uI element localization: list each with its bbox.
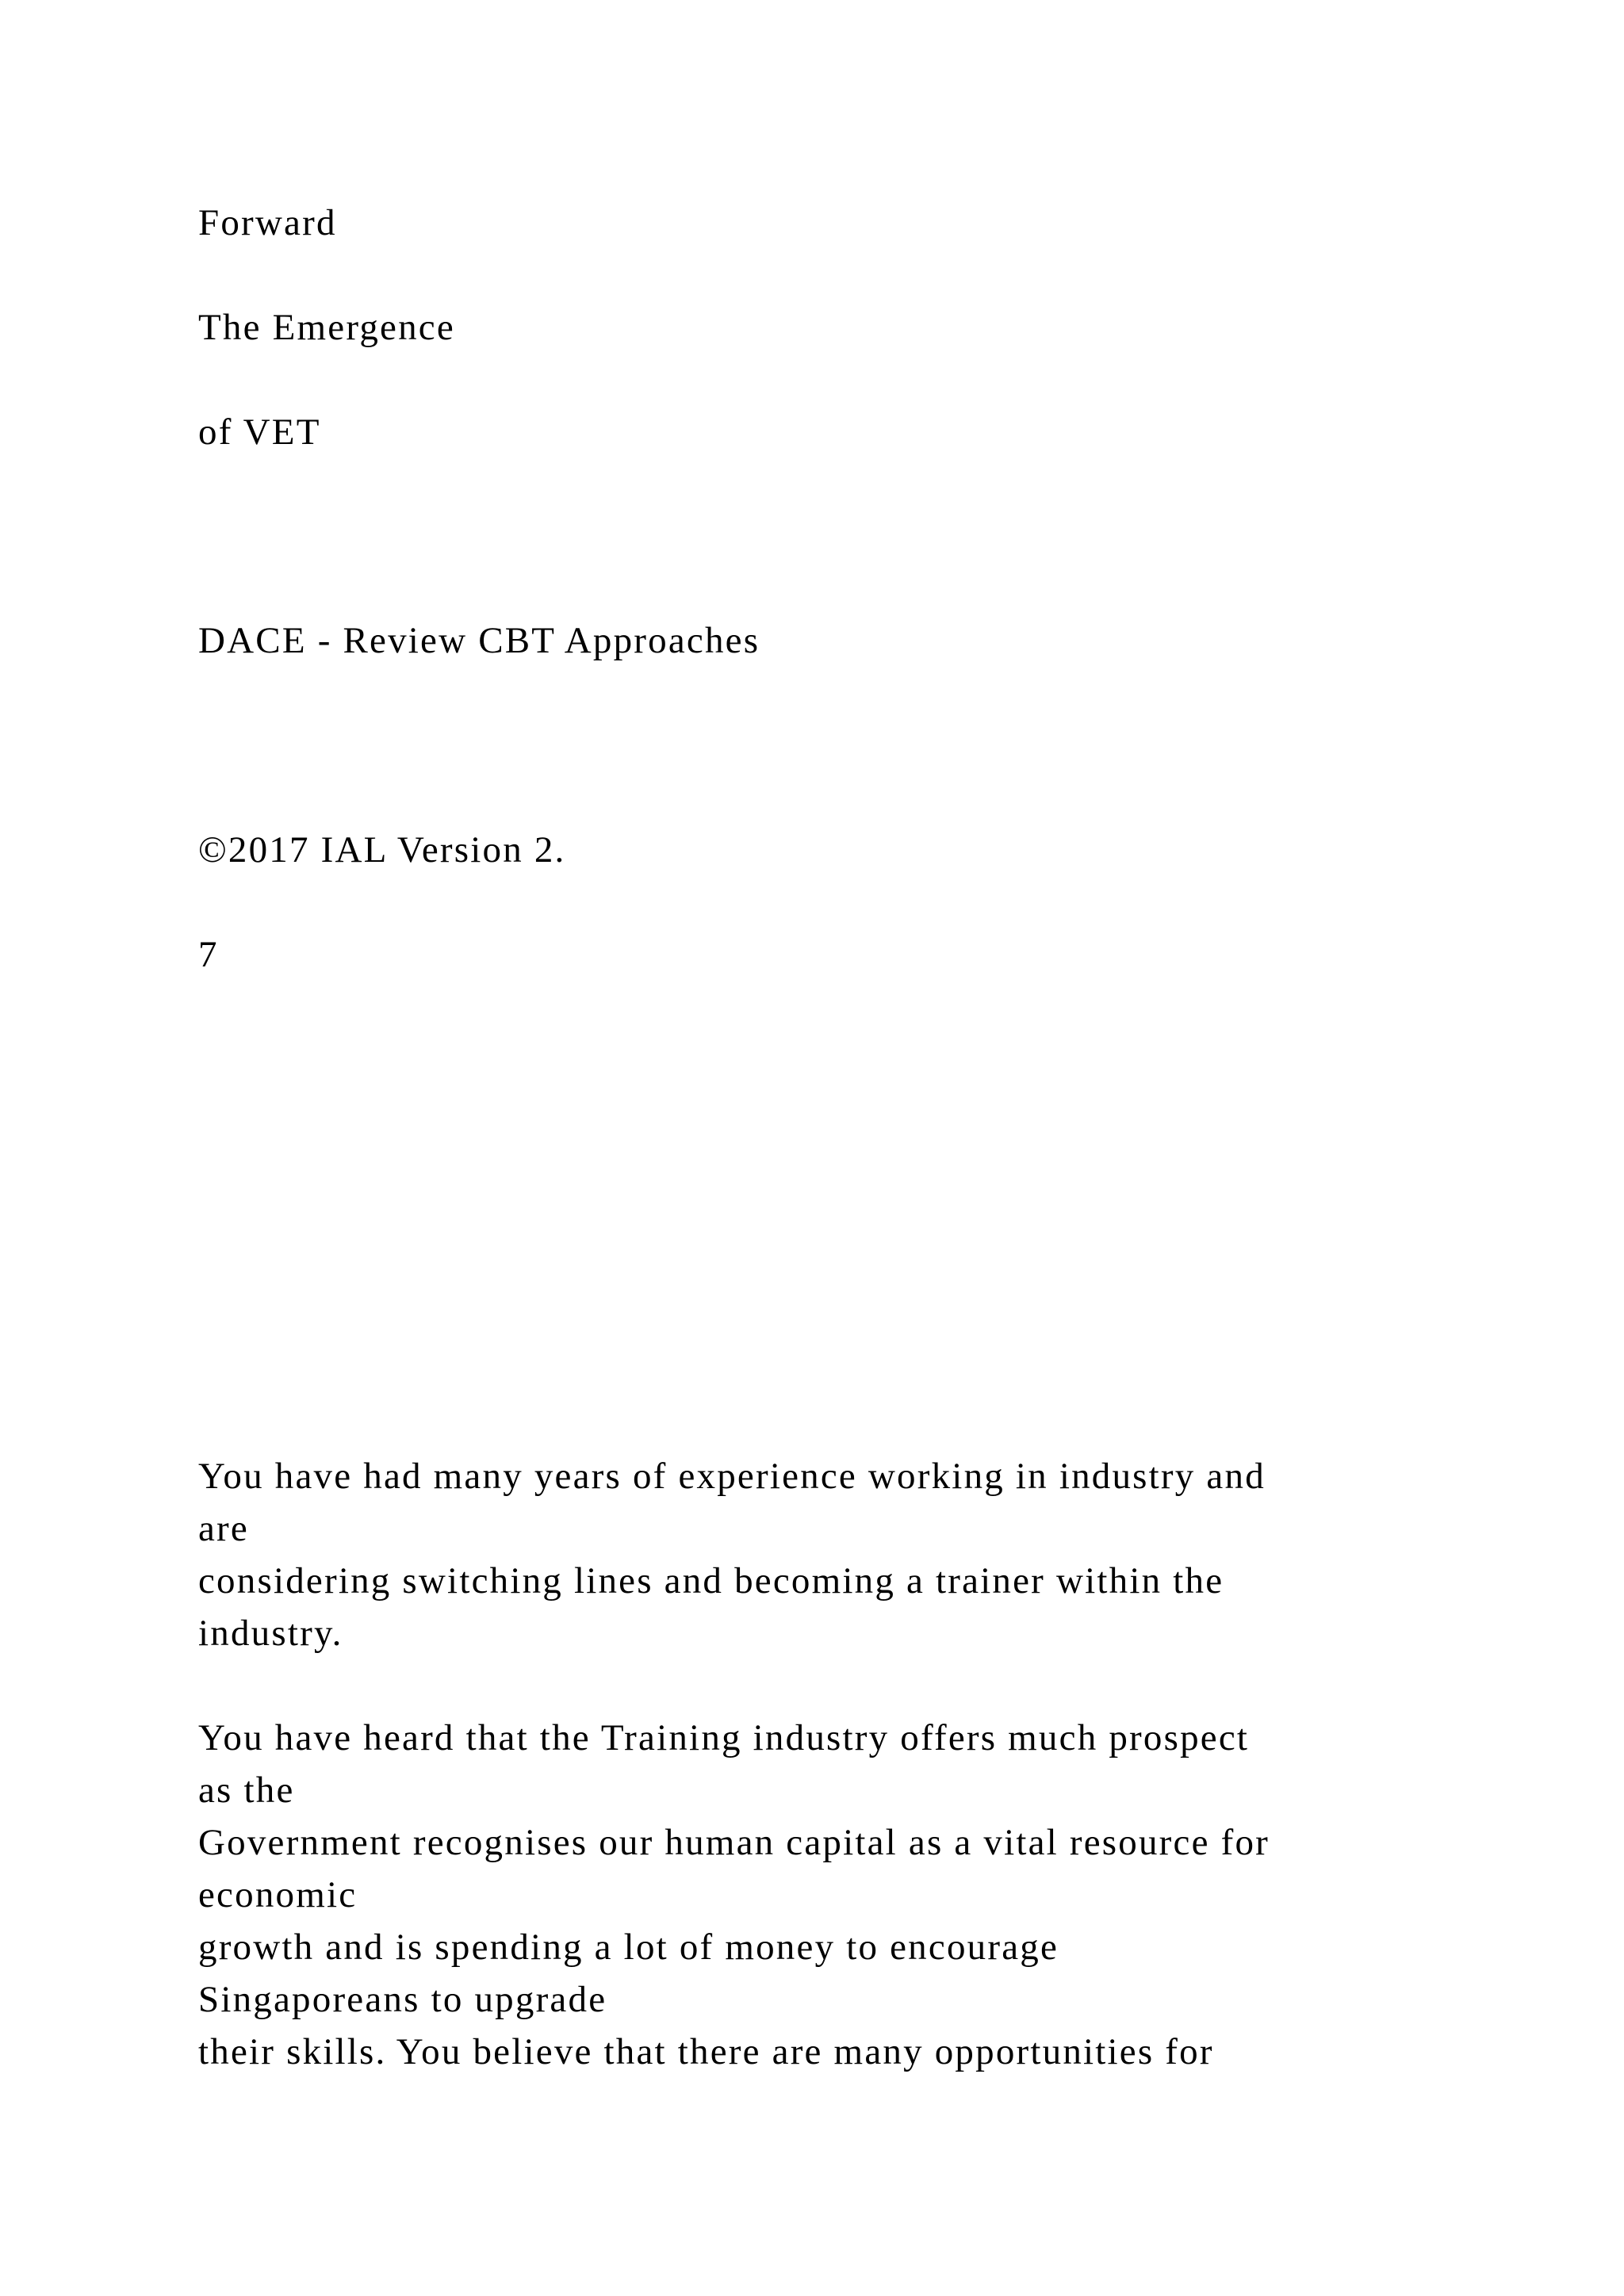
page-number: 7 [198,934,219,975]
paragraph-2-line-1: You have heard that the Training industry offers much prospect [198,1717,1250,1758]
module-title: DACE - Review CBT Approaches [198,620,760,661]
heading-line-emergence: The Emergence [198,307,455,348]
heading-line-vet: of VET [198,411,321,453]
heading-line-forward: Forward [198,202,337,243]
paragraph-2-line-2: as the [198,1770,295,1811]
paragraph-2-line-4: economic [198,1874,358,1915]
paragraph-1-line-1: You have had many years of experience working in industry and [198,1456,1266,1497]
paragraph-1-line-4: industry. [198,1613,343,1654]
copyright-notice: ©2017 IAL Version 2. [198,829,566,871]
paragraph-1-line-3: considering switching lines and becoming a trainer within the [198,1560,1224,1601]
paragraph-1-line-2: are [198,1508,249,1549]
paragraph-2-line-7: their skills. You believe that there are many opportunities for [198,2031,1214,2072]
paragraph-2-line-5: growth and is spending a lot of money to encourage [198,1927,1059,1968]
paragraph-2-line-6: Singaporeans to upgrade [198,1979,607,2020]
paragraph-2-line-3: Government recognises our human capital as a vital resource for [198,1822,1270,1863]
